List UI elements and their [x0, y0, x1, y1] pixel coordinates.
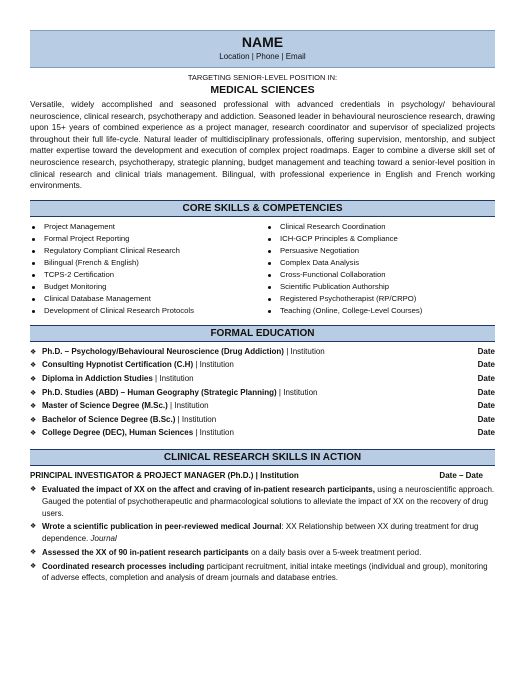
bullet-icon [268, 310, 271, 313]
education-date: Date [477, 401, 495, 411]
skill-item: Cross-Functional Collaboration [266, 269, 495, 281]
skills-section-title: CORE SKILLS & COMPETENCIES [30, 200, 495, 217]
degree-name: Bachelor of Science Degree (B.Sc.) [42, 414, 176, 424]
achievement-item: ❖ Coordinated research processes including participant recruitment, initial intake meetings (individual and group), monitoring of adverse effects, completion and analysis of dream journals and database entries. [30, 561, 488, 583]
diamond-bullet-icon: ❖ [30, 548, 37, 556]
bullet-icon [268, 250, 271, 253]
bullet-icon [268, 238, 271, 241]
achievement-item: ❖ Wrote a scientific publication in peer-reviewed medical Journal: XX Relationship between XX during treatment for drug dependence. Journal [30, 522, 479, 544]
skills-column-left [30, 221, 266, 317]
skill-item: TCPS-2 Certification [30, 269, 266, 281]
achievement-item: ❖ Assessed the XX of 90 in-patient research participants on a daily basis over a 5-week treatment period. [30, 547, 422, 557]
bullet-icon [268, 226, 271, 229]
education-date: Date [477, 360, 495, 370]
diamond-bullet-icon: ❖ [30, 375, 37, 383]
diamond-bullet-icon: ❖ [30, 416, 37, 424]
skills-column-right [266, 221, 495, 317]
skill-item: Budget Monitoring [30, 281, 266, 293]
skill-item: Persuasive Negotiation [266, 245, 495, 257]
diamond-bullet-icon: ❖ [30, 562, 37, 570]
contact-info: Location | Phone | Email [219, 52, 306, 61]
bullet-icon [32, 250, 35, 253]
skill-item: Project Management [30, 221, 266, 233]
bullet-icon [32, 226, 35, 229]
education-entry [30, 387, 495, 401]
institution: | Institution [167, 401, 209, 411]
diamond-bullet-icon: ❖ [30, 485, 37, 493]
education-entry [30, 414, 495, 428]
skill-item: Bilingual (French & English) [30, 257, 266, 269]
degree-name: Master of Science Degree (M.Sc.) [42, 401, 168, 411]
candidate-name: NAME [241, 34, 284, 50]
degree-name: Ph.D. – Psychology/Behavioural Neuroscience (Drug Addiction) [42, 346, 284, 356]
education-section-title: FORMAL EDUCATION [30, 325, 495, 342]
bullet-icon [32, 238, 35, 241]
education-date: Date [477, 387, 495, 397]
bullet-icon [32, 286, 35, 289]
education-entry [30, 400, 495, 414]
diamond-bullet-icon: ❖ [30, 362, 37, 370]
skill-item: Clinical Database Management [30, 293, 266, 305]
bullet-icon [32, 310, 35, 313]
degree-name: Diploma in Addiction Studies [42, 373, 153, 383]
skill-item: Formal Project Reporting [30, 233, 266, 245]
resume-header [30, 30, 495, 68]
diamond-bullet-icon: ❖ [30, 389, 37, 397]
job-header [30, 470, 495, 482]
education-list [30, 346, 495, 441]
institution: | Institution [152, 373, 194, 383]
skill-item: Complex Data Analysis [266, 257, 495, 269]
bullet-icon [32, 298, 35, 301]
skills-list [30, 221, 495, 317]
skill-item: Development of Clinical Research Protocols [30, 305, 266, 317]
education-date: Date [477, 373, 495, 383]
diamond-bullet-icon: ❖ [30, 348, 37, 356]
education-date: Date [477, 346, 495, 356]
institution: | Institution [175, 414, 217, 424]
skill-item: Regulatory Compliant Clinical Research [30, 245, 266, 257]
job-date: Date – Date [439, 470, 483, 480]
education-entry [30, 373, 495, 387]
skill-item: ICH-GCP Principles & Compliance [266, 233, 495, 245]
institution: | Institution [276, 387, 318, 397]
skill-item: Teaching (Online, College-Level Courses) [266, 305, 495, 317]
target-title: MEDICAL SCIENCES [210, 84, 315, 96]
education-entry [30, 427, 495, 441]
experience-section-title: CLINICAL RESEARCH SKILLS IN ACTION [30, 449, 495, 466]
job-title: PRINCIPAL INVESTIGATOR & PROJECT MANAGER (Ph.D.) | Institution [30, 470, 299, 480]
skill-item: Scientific Publication Authorship [266, 281, 495, 293]
skill-item: Clinical Research Coordination [266, 221, 495, 233]
skill-item: Registered Psychotherapist (RP/CRPO) [266, 293, 495, 305]
degree-name: Consulting Hypnotist Certification (C.H) [42, 360, 194, 370]
achievement-item: ❖ Evaluated the impact of XX on the affect and craving of in-patient research participants, using a neuroscientific approach. Gauged the potential of psychotherapeutic and pharmacological solutions to alleviate the impact of XX on the recovery of drug users. [30, 484, 495, 518]
bullet-icon [268, 298, 271, 301]
diamond-bullet-icon: ❖ [30, 430, 37, 438]
target-label: TARGETING SENIOR-LEVEL POSITION IN: [187, 73, 338, 82]
bullet-icon [268, 286, 271, 289]
diamond-bullet-icon: ❖ [30, 403, 37, 411]
institution: | Institution [193, 360, 234, 370]
bullet-icon [268, 274, 271, 277]
education-date: Date [477, 414, 495, 424]
profile-summary: Versatile, widely accomplished and seasoned professional with advanced credentials in psychology/ behavioural neuroscience, clinical research, psychotherapy and addiction. Seasoned leader in behavioural neuroscience research, drawing upon 15+ years of combined experience as a project manager, research coordinator and supervisor of specialized projects throughout their full life-cycle. Natural leader of multidisciplinary professionals, offering supervision, mentorship, and subject matter expertise toward the development and execution of complex project roadmaps. Eager to combine a diverse skill set of neuroscience research, psychotherapy, strategic planning, budget management and teaching toward a senior-level position in clinical research and clinical trials management. Bilingual, with professional experience in English and French working environments. [30, 99, 495, 191]
resume-page [30, 30, 495, 584]
diamond-bullet-icon: ❖ [30, 523, 37, 531]
degree-name: College Degree (DEC), Human Sciences [42, 428, 194, 438]
education-entry [30, 359, 495, 373]
education-entry [30, 346, 495, 360]
education-date: Date [477, 428, 495, 438]
degree-name: Ph.D. Studies (ABD) – Human Geography (Strategic Planning) [42, 387, 277, 397]
institution: | Institution [193, 428, 234, 438]
bullet-icon [32, 262, 35, 265]
bullet-icon [268, 262, 271, 265]
institution: | Institution [283, 346, 325, 356]
bullet-icon [32, 274, 35, 277]
